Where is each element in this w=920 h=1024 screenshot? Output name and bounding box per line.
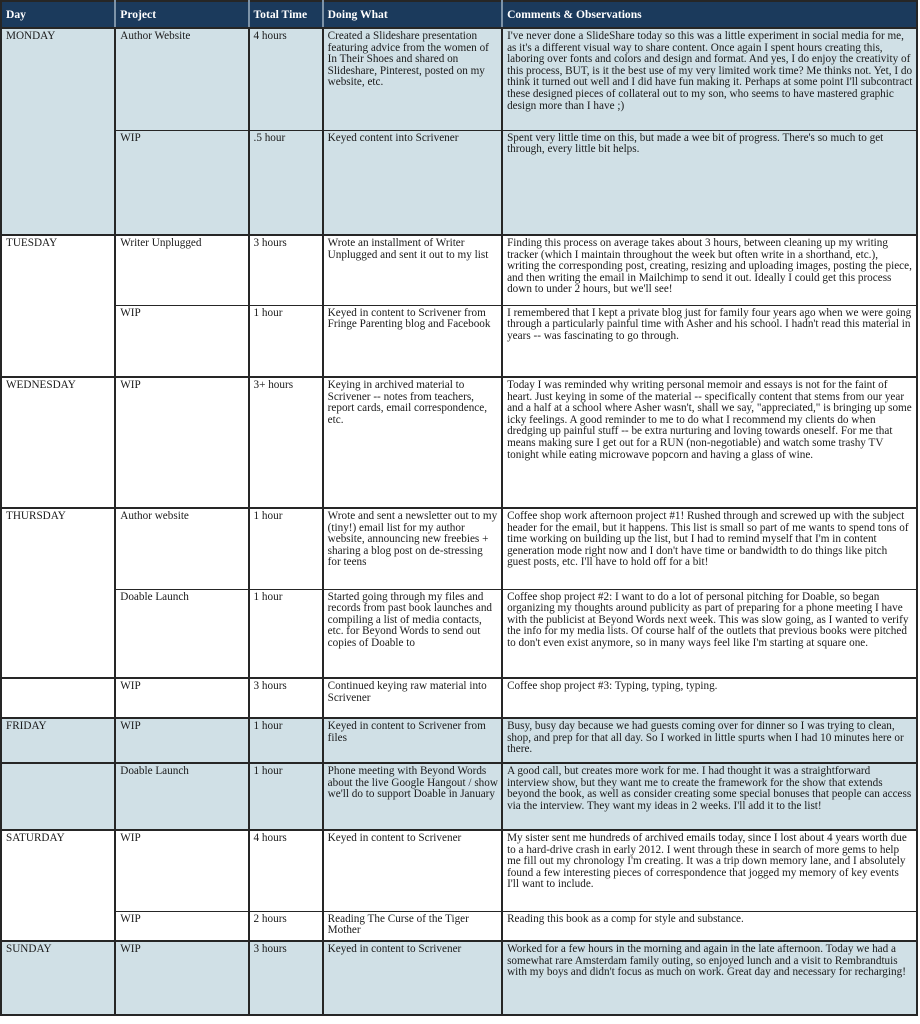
- doing-cell: Keyed in content to Scrivener from files: [323, 718, 502, 763]
- doing-cell: Started going through my files and records from past book launches and compiling a list of media contacts, etc. for Beyond Words to send out copies of Doable to: [323, 589, 502, 678]
- day-cell-monday: MONDAY: [1, 28, 115, 235]
- day-cell-saturday: SATURDAY: [1, 830, 115, 941]
- comments-cell: Reading this book as a comp for style and substance.: [502, 911, 917, 941]
- project-cell: WIP: [115, 678, 248, 718]
- time-cell: .5 hour: [249, 130, 323, 235]
- time-cell: 1 hour: [249, 763, 323, 830]
- column-header-comments: Comments & Observations: [502, 1, 917, 28]
- table-row: [1, 911, 917, 941]
- comments-cell: Finding this process on average takes about 3 hours, between cleaning up my writing tracker (which I maintain throughout the week but often write in a shorthand, etc.), writing the corresponding post, creating, resizing and uploading images, posting the piece, and then writing the email in Mailchimp to send it out. Ideally I could get this process down to under 2 hours, but we'll see!: [502, 235, 917, 305]
- column-header-day: Day: [1, 1, 115, 28]
- project-cell: Writer Unplugged: [115, 235, 248, 305]
- table-row: [1, 941, 917, 1015]
- time-cell: 1 hour: [249, 589, 323, 678]
- time-cell: 4 hours: [249, 830, 323, 911]
- table-row: [1, 305, 917, 377]
- project-cell: WIP: [115, 130, 248, 235]
- project-cell: WIP: [115, 941, 248, 1015]
- table-row: [1, 718, 917, 763]
- comments-cell: I've never done a SlideShare today so this was a little experiment in social media for me, as it's a different visual way to share content. Once again I spent hours creating this, laboring over fonts and colors and design and format. And yes, I do enjoy the creativity of this process, BUT, is it the best use of my very limited work time? Me thinks not. Yet, I do think it turned out well and I did have fun making it. Perhaps at some point I'll subcontract these designed pieces of collateral out to my son, who seems to have mastered graphic design more than I have ;): [502, 28, 917, 130]
- project-cell: Author Website: [115, 28, 248, 130]
- doing-cell: Keyed in content to Scrivener: [323, 941, 502, 1015]
- doing-cell: Keying in archived material to Scrivener -- notes from teachers, report cards, email correspondence, etc.: [323, 377, 502, 508]
- project-cell: Doable Launch: [115, 763, 248, 830]
- table-row: [1, 508, 917, 589]
- doing-cell: Wrote an installment of Writer Unplugged and sent it out to my list: [323, 235, 502, 305]
- table-row: [1, 377, 917, 508]
- comments-cell: I remembered that I kept a private blog just for family four years ago when we were going through a particularly painful time with Asher and his school. I hadn't read this material in years -- was fascinating to go through.: [502, 305, 917, 377]
- doing-cell: Continued keying raw material into Scrivener: [323, 678, 502, 718]
- comments-cell: A good call, but creates more work for me. I had thought it was a straightforward interview show, but they want me to create the framework for the show that extends beyond the book, as well as consider creating some special bonuses that people can access via the interview. They want my ideas in 2 weeks. I'll add it to the list!: [502, 763, 917, 830]
- table-row: [1, 678, 917, 718]
- project-cell: Doable Launch: [115, 589, 248, 678]
- comments-cell: My sister sent me hundreds of archived emails today, since I lost about 4 years worth due to a hard-drive crash in early 2012. I went through these in search of more gems to help me fill out my chronology I'm creating. It was a trip down memory lane, and I absolutely found a few interesting pieces of correspondence that jogged my memory of key events I'll want to include.: [502, 830, 917, 911]
- time-cell: 1 hour: [249, 305, 323, 377]
- comments-cell: Today I was reminded why writing personal memoir and essays is not for the faint of heart. Just keying in some of the material -- specifically content that stems from our year and a half at a school where Asher wasn't, shall we say, "appreciated," is bringing up some icky feelings. A good reminder to me to do what I recommend my clients do when dredging up painful stuff -- be extra nurturing and loving towards oneself. For me that means making sure I get out for a RUN (non-negotiable) and watch some trashy TV tonight while eating microwave popcorn and having a glass of wine.: [502, 377, 917, 508]
- doing-cell: Keyed in content to Scrivener from Fringe Parenting blog and Facebook: [323, 305, 502, 377]
- doing-cell: Wrote and sent a newsletter out to my (tiny!) email list for my author website, announcing new freebies + sharing a blog post on de-stressing for teens: [323, 508, 502, 589]
- table-row: [1, 830, 917, 911]
- project-cell: WIP: [115, 718, 248, 763]
- column-header-total-time: Total Time: [249, 1, 323, 28]
- table-row: [1, 28, 917, 130]
- column-header-project: Project: [115, 1, 248, 28]
- doing-cell: Created a Slideshare presentation featuring advice from the women of In Their Shoes and shared on Slideshare, Pinterest, posted on my website, etc.: [323, 28, 502, 130]
- day-cell-sunday: SUNDAY: [1, 941, 115, 1015]
- project-cell: WIP: [115, 911, 248, 941]
- day-cell-friday: FRIDAY: [1, 718, 115, 763]
- project-cell: WIP: [115, 305, 248, 377]
- time-cell: 3 hours: [249, 941, 323, 1015]
- day-cell-empty: [1, 678, 115, 718]
- comments-cell: Busy, busy day because we had guests coming over for dinner so I was trying to clean, shop, and prep for that all day. So I worked in little spurts when I had 10 minutes here or there.: [502, 718, 917, 763]
- table-row: [1, 130, 917, 235]
- table-row: [1, 589, 917, 678]
- day-cell-empty: [1, 763, 115, 830]
- header-row: [1, 1, 917, 28]
- comments-cell: Spent very little time on this, but made a wee bit of progress. There's so much to get through, every little bit helps.: [502, 130, 917, 235]
- doing-cell: Keyed content into Scrivener: [323, 130, 502, 235]
- doing-cell: Reading The Curse of the Tiger Mother: [323, 911, 502, 941]
- table-row: [1, 763, 917, 830]
- day-cell-tuesday: TUESDAY: [1, 235, 115, 377]
- time-cell: 4 hours: [249, 28, 323, 130]
- project-cell: WIP: [115, 830, 248, 911]
- time-cell: 2 hours: [249, 911, 323, 941]
- column-header-doing-what: Doing What: [323, 1, 502, 28]
- day-cell-thursday: THURSDAY: [1, 508, 115, 678]
- day-cell-wednesday: WEDNESDAY: [1, 377, 115, 508]
- doing-cell: Keyed in content to Scrivener: [323, 830, 502, 911]
- table-row: [1, 235, 917, 305]
- time-cell: 3+ hours: [249, 377, 323, 508]
- time-cell: 3 hours: [249, 235, 323, 305]
- comments-cell: Coffee shop work afternoon project #1! Rushed through and screwed up with the subject header for the email, but it happens. This list is small so part of me wants to spend tons of time working on building up the list, but I had to remind myself that I'm in content generation mode right now and I don't have time or bandwidth to do things like pitch guest posts, etc. I'll have to hold off for a bit!: [502, 508, 917, 589]
- project-cell: WIP: [115, 377, 248, 508]
- time-cell: 1 hour: [249, 718, 323, 763]
- comments-cell: Worked for a few hours in the morning and again in the late afternoon. Today we had a somewhat rare Amsterdam family outing, so enjoyed lunch and a visit to Rembrandtuis with my boys and didn't focus as much on work. Great day and necessary for recharging!: [502, 941, 917, 1015]
- project-cell: Author website: [115, 508, 248, 589]
- comments-cell: Coffee shop project #2: I want to do a lot of personal pitching for Doable, so began organizing my thoughts around publicity as part of preparing for a phone meeting I have with the publicist at Beyond Words next week. This was slow going, as I wanted to verify the info for my media lists. Of course half of the outlets that previous books were pitched to don't even exist anymore, so in many ways feel like I'm starting at square one.: [502, 589, 917, 678]
- comments-cell: Coffee shop project #3: Typing, typing, typing.: [502, 678, 917, 718]
- time-cell: 3 hours: [249, 678, 323, 718]
- time-cell: 1 hour: [249, 508, 323, 589]
- doing-cell: Phone meeting with Beyond Words about the live Google Hangout / show we'll do to support Doable in January: [323, 763, 502, 830]
